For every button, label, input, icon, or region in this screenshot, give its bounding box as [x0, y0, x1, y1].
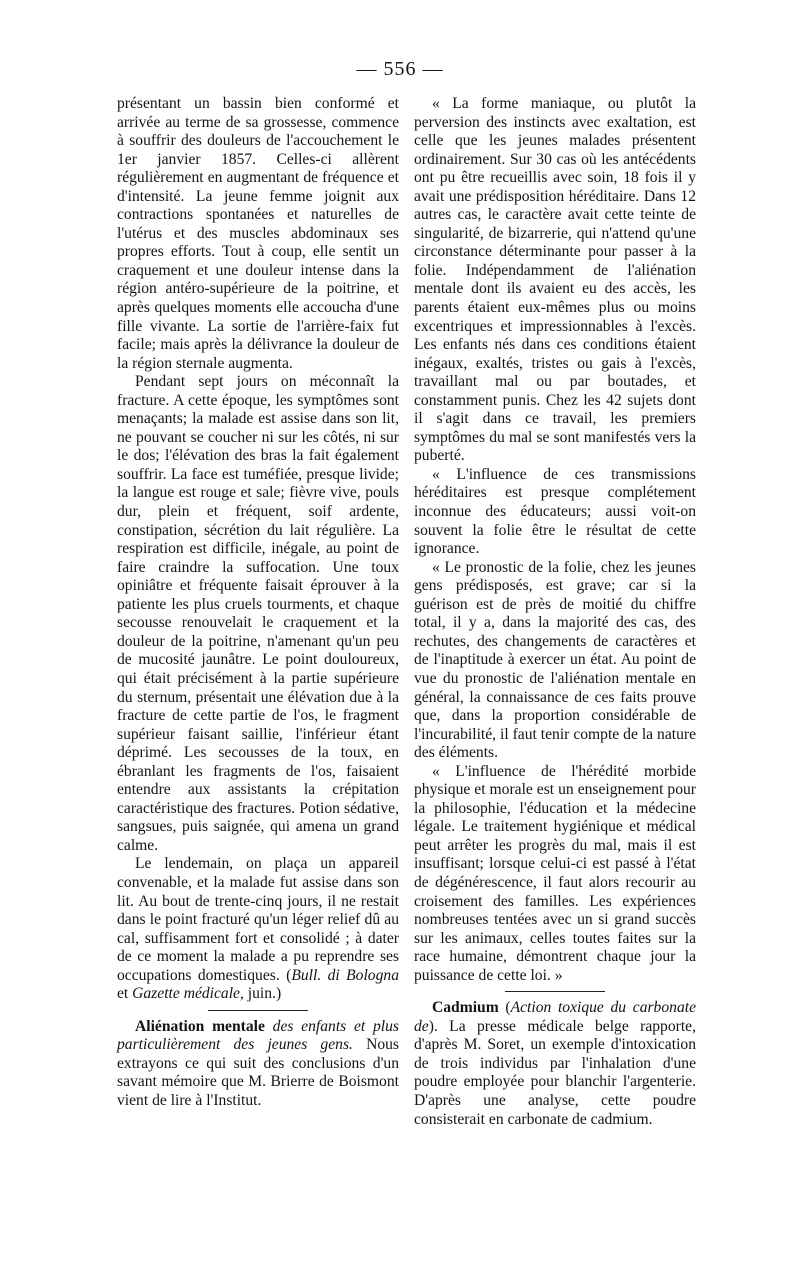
right-paragraph-4: « L'influence de l'hérédité morbide physique et morale est un enseignement pour la philosophie, l'éducation et la médecine légale. Le traitement hygiénique et médical peut arrêter les progrès du mal, mais il est insuffisant; lorsque celui-ci est passé à l'état de dégénérescence, il faut alors recourir au croisement des familles. Les expériences nombreuses tentées avec un si grand succès sur les animaux, celles toutes faites sur la race humaine, démontrent chaque jour la puissance de cette loi. »: [414, 762, 696, 984]
page-number: — 556 —: [356, 58, 444, 80]
section-divider-left: [208, 1010, 308, 1011]
citation-open: (: [279, 966, 292, 984]
citation-mid: et: [117, 985, 133, 1003]
section-title-cadmium: Cadmium: [432, 999, 499, 1017]
citation-journal-2: Gazette médicale: [132, 985, 240, 1003]
left-column: [117, 95, 399, 1111]
section-title-alienation: Aliénation mentale: [135, 1017, 265, 1035]
right-paragraph-2: « L'influence de ces transmissions héréditaires est presque complétement inconnue des éducateurs; aussi voit-on souvent la folie être le résultat de cette ignorance.: [414, 465, 696, 558]
citation-close: , juin.): [239, 985, 282, 1003]
section-cadmium: [414, 999, 696, 1129]
left-paragraph-3-text: Le lendemain, on plaça un appareil convenable, et la malade fut assise dans son lit. Au bout de trente-cinq jours, il ne restait dans le point fracturé qu'un léger relief dû au cal, suffisamment fort et consolidé ; à dater de ce moment la malade a pu reprendre ses occupations domestiques.: [117, 855, 399, 984]
section-text-cadmium: La presse médicale belge rapporte, d'après M. Soret, un exemple d'intoxication de trois individus par l'inhalation d'une poudre employée pour blanchir l'argenterie. D'après une analyse, cette poudre consisterait en carbonate de cadmium.: [414, 1017, 696, 1128]
left-paragraph-2: Pendant sept jours on méconnaît la fracture. A cette époque, les symptômes sont menaçants; la malade est assise dans son lit, ne pouvant se coucher ni sur les côtés, ni sur le dos; l'élévation des bras la fait également souffrir. La face est tuméfiée, presque livide; la langue est rouge et sale; fièvre vive, pouls dur, plein et fréquent, soif ardente, constipation, sécrétion du lait régulière. La respiration est difficile, inégale, au point de faire craindre la suffocation. Une toux opiniâtre et fréquente faisait éprouver à la patiente les plus cruels tourments, et chaque secousse renouvelait le craquement et la douleur de la poitrine, n'amenant qu'un peu de mucosité jaunâtre. Le point douloureux, qui était précisément à la partie supérieure du sternum, présentait une élévation due à la fracture de cette partie de l'os, le fragment supérieur faisant saillie, l'inférieur étant déprimé. Les secousses de la toux, en ébranlant les fragments de l'os, faisaient entendre aux assistants la crépitation caractéristique des fractures. Potion sédative, sangsues, puis saignée, qui amena un grand calme.: [117, 373, 399, 854]
section-subtitle-cadmium: Action toxique du carbonate de: [414, 999, 696, 1035]
left-paragraph-1: présentant un bassin bien conformé et arrivée au terme de sa grossesse, commence à souffrir des douleurs de l'accouchement le 1er janvier 1857. Celles-ci allèrent régulièrement en augmentant de fréquence et d'intensité. La jeune femme joignit aux contractions spontanées et naturelles de l'utérus et des muscles abdominaux ses propres efforts. Tout à coup, elle sentit un craquement et une douleur intense dans la région antéro-supérieure de la poitrine, et après quelques moments elle accoucha d'une fille vivante. La sortie de l'arrière-faix fut facile; mais après la délivrance la douleur de la région sternale augmenta.: [117, 95, 399, 372]
subtitle-close: ).: [428, 1017, 438, 1035]
section-text-alienation: Nous extrayons ce qui suit des conclusions d'un savant mémoire que M. Brierre de Boismont vient de lire à l'Institut.: [117, 1036, 399, 1109]
citation-journal-1: Bull. di Bologna: [291, 966, 399, 984]
subtitle-open: (: [498, 999, 511, 1017]
right-paragraph-3: « Le pronostic de la folie, chez les jeunes gens prédisposés, est grave; car si la guérison est de près de moitié du chiffre total, il y a, dans la majorité des cas, des rechutes, des changements de caractères et de l'inaptitude à exercer un état. Au point de vue du pronostic de l'aliénation mentale en général, la connaissance de ces faits prouve que, dans la proportion considérable de l'incurabilité, il faut tenir compte de la nature des éléments.: [414, 558, 696, 762]
section-subtitle-alienation: des enfants et plus particulièrement des jeunes gens.: [117, 1017, 399, 1054]
right-paragraph-1: « La forme maniaque, ou plutôt la perversion des instincts avec exaltation, est celle que les jeunes malades présentent ordinairement. Sur 30 cas où les antécédents ont pu être recueillis avec soin, 18 fois il y avait une prédisposition héréditaire. Dans 12 autres cas, le caractère avait cette teinte de singularité, de bizarrerie, qui n'attend qu'une circonstance déterminante pour passer à la folie. Indépendamment de l'aliénation mentale dont ils avaient eu des accès, les parents étaient eux-mêmes plus ou moins excentriques et impressionnables à l'excès. Les enfants nés dans ces conditions étaient inégaux, exaltés, tristes ou gais à l'excès, travaillant mal ou par boutades, et constamment punis. Chez les 42 sujets dont il s'agit dans ce travail, les premiers symptômes du mal se sont manifestés vers la puberté.: [414, 95, 696, 465]
section-divider-right: [505, 991, 605, 992]
section-alienation: [117, 1018, 399, 1111]
left-paragraph-3: [117, 855, 399, 1003]
right-column: [414, 95, 696, 1129]
